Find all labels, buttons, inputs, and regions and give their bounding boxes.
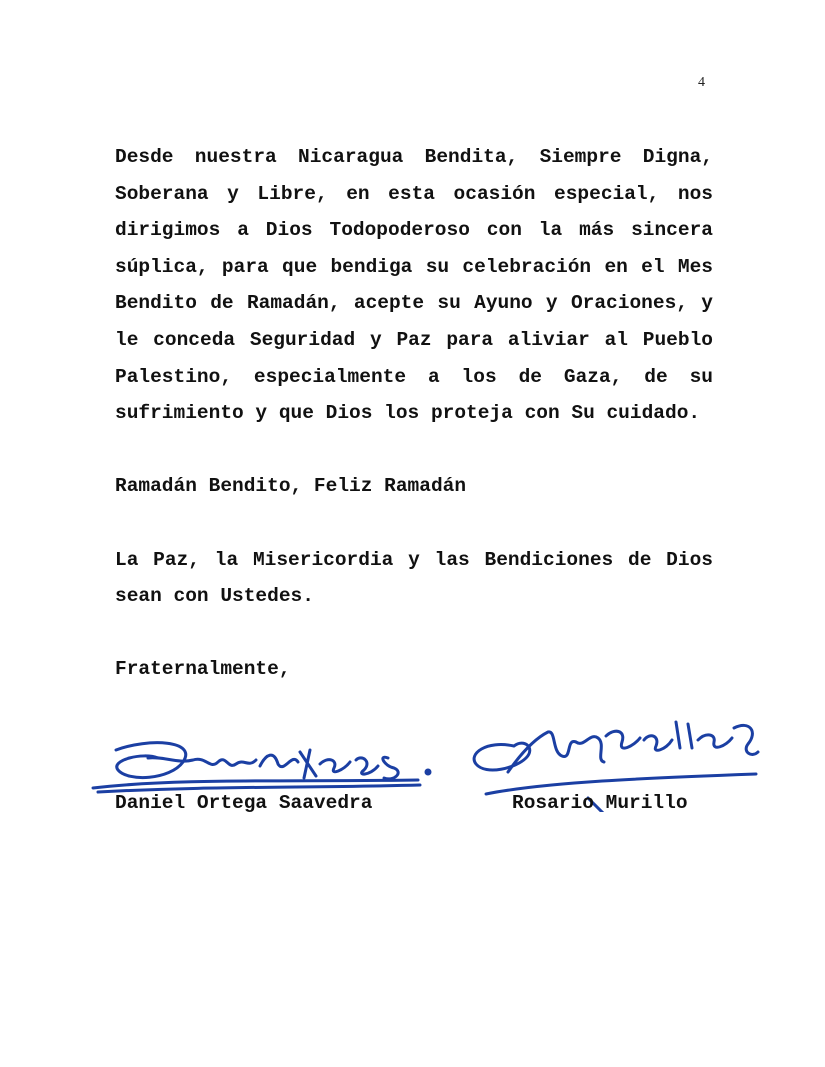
closing-salutation: Fraternalmente,	[115, 658, 291, 681]
letter-body	[115, 139, 713, 688]
signature-block	[0, 700, 825, 840]
ramadan-greeting: Ramadán Bendito, Feliz Ramadán	[115, 475, 467, 498]
signatory-name-rosario: Rosario Murillo	[512, 792, 688, 814]
signatory-name-daniel: Daniel Ortega Saavedra	[115, 792, 373, 814]
signature-daniel-ortega	[88, 730, 448, 800]
blessing-paragraph: La Paz, la Misericordia y las Bendiciones de Dios sean con Ustedes.	[115, 548, 713, 608]
page-number: 4	[698, 75, 705, 90]
main-paragraph: Desde nuestra Nicaragua Bendita, Siempre Digna, Soberana y Libre, en esta ocasión especial, nos dirigimos a Dios Todopoderoso con la más sincera súplica, para que bendiga su celebración en el Mes Bendito de Ramadán, acepte su Ayuno y Oraciones, y le conceda Seguridad y Paz para aliviar al Pueblo Palestino, especialmente a los de Gaza, de su sufrimiento y que Dios los proteja con Su cuidado.	[115, 146, 713, 425]
